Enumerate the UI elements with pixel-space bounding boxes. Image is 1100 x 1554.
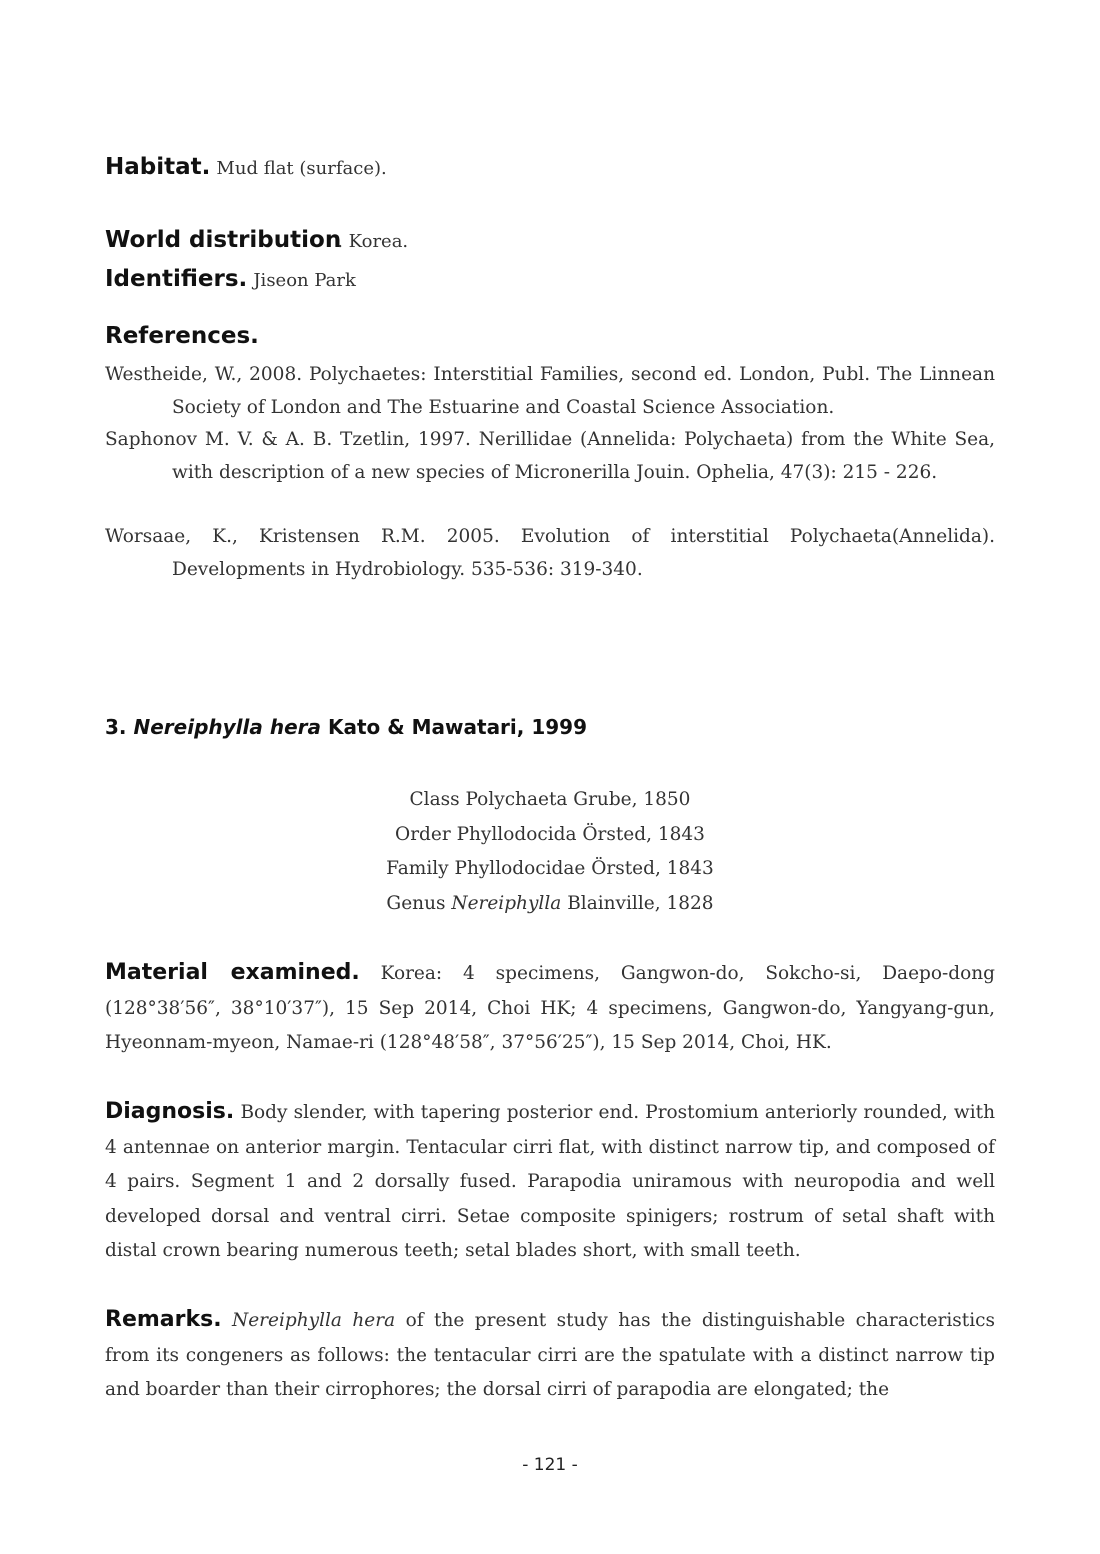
taxonomy-block (105, 783, 995, 921)
reference-item: Worsaae, K., Kristensen R.M. 2005. Evolution of interstitial Polychaeta(Annelida). Developments in Hydrobiology. 535-536: 319-340. (105, 526, 995, 580)
taxonomy-order: Order Phyllodocida Örsted, 1843 (395, 823, 705, 845)
reference-item: Saphonov M. V. & A. B. Tzetlin, 1997. Nerillidae (Annelida: Polychaeta) from the White Sea, with description of a new species of Micronerilla Jouin. Ophelia, 47(3): 215 - 226. (105, 429, 995, 483)
world-distribution-text: . Korea. (337, 231, 409, 252)
identifiers-line (105, 266, 356, 292)
species-authority: Kato & Mawatari, 1999 (327, 715, 588, 739)
remarks-text: of the present study has the distinguishable characteristics from its congeners as follows: the tentacular cirri are the spatulate with a distinct narrow tip and boarder than their cirrophores; the dorsal cirri of parapodia are elongated; the (105, 1310, 995, 1400)
diagnosis-text: Body slender, with tapering posterior end. Prostomium anteriorly rounded, with 4 antennae on anterior margin. Tentacular cirri flat, with distinct narrow tip, and composed of 4 pairs. Segment 1 and 2 dorsally fused. Parapodia uniramous with neuropodia and well developed dorsal and ventral cirri. Setae composite spinigers; rostrum of setal shaft with distal crown bearing numerous teeth; setal blades short, with small teeth. (105, 1102, 995, 1261)
remarks-species-name: Nereiphylla hera (232, 1310, 396, 1331)
references-label: References. (105, 323, 259, 349)
taxonomy-class: Class Polychaeta Grube, 1850 (409, 789, 691, 810)
species-name: Nereiphylla hera (133, 715, 321, 739)
taxonomy-family: Family Phyllodocidae Örsted, 1843 (386, 858, 714, 879)
species-heading (105, 715, 587, 739)
material-examined (105, 956, 995, 1061)
species-number: 3. (105, 715, 127, 739)
identifiers-text: Jiseon Park (253, 270, 356, 291)
identifiers-label: Identifiers. (105, 266, 248, 292)
material-text: Korea: 4 specimens, Gangwon-do, Sokcho-si, Daepo-dong (128°38′56″, 38°10′37″), 15 Sep 2014, Choi HK; 4 specimens, Gangwon-do, Yangyang-gun, Hyeonnam-myeon, Namae-ri (128°48′58″, 37°56′25″), 15 Sep 2014, Choi, HK. (105, 963, 995, 1053)
taxonomy-genus-authority: Blainville, 1828 (567, 892, 714, 914)
taxonomy-genus (105, 887, 995, 922)
remarks-label: Remarks. (105, 1307, 222, 1332)
taxonomy-genus-name: Nereiphylla (451, 892, 562, 914)
references-heading (105, 323, 259, 349)
reference-item: Westheide, W., 2008. Polychaetes: Interstitial Families, second ed. London, Publ. The Linnean Society of London and The Estuarine and Coastal Science Association. (105, 364, 995, 418)
page-number: - 121 - (522, 1455, 578, 1475)
diagnosis-label: Diagnosis. (105, 1099, 235, 1124)
material-label: Material examined. (105, 960, 360, 985)
world-distribution-line (105, 227, 408, 253)
habitat-label: Habitat. (105, 154, 211, 180)
habitat-line (105, 154, 387, 180)
habitat-text: Mud flat (surface). (216, 158, 387, 179)
diagnosis (105, 1095, 995, 1269)
world-distribution-label: World distribution (105, 227, 342, 253)
taxonomy-genus-prefix: Genus (386, 892, 446, 914)
remarks (105, 1303, 995, 1408)
